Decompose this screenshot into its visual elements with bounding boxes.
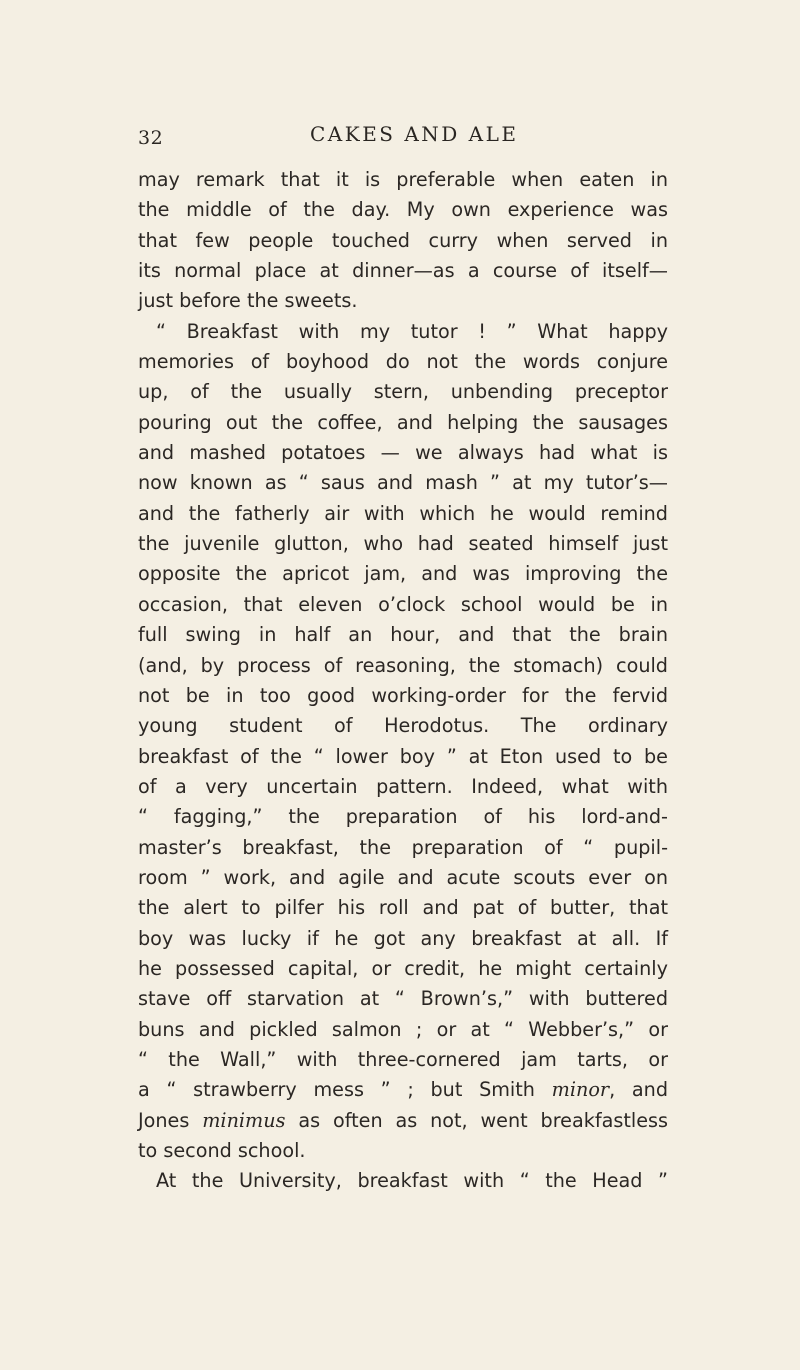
text-line: the middle of the day. My own experience was [138,198,668,222]
text-line: boy was lucky if he got any breakfast at all. If [138,926,668,950]
text-line: to second school. [138,1139,306,1162]
text-line: not be in too good working-order for the fervid [138,683,668,707]
text-line: memories of boyhood do not the words conjure [138,350,668,374]
text-line: up, of the usually stern, unbending preceptor [138,380,668,404]
text-line: (and, by process of reasoning, the stomach) could [138,653,668,677]
text-run: Jones [138,1108,203,1132]
text-line: master’s breakfast, the preparation of “ pupil- [138,835,668,859]
text-line: pouring out the coffee, and helping the sausages [138,410,668,434]
text-line: the alert to pilfer his roll and pat of butter, that [138,896,668,920]
text-line: At the University, breakfast with “ the Head ” [156,1169,668,1193]
text-line: room ” work, and agile and acute scouts ever on [138,865,668,889]
text-line: occasion, that eleven o’clock school would be in [138,592,668,616]
text-line: “ Breakfast with my tutor ! ” What happy [156,319,668,343]
text-line: now known as “ saus and mash ” at my tutor’s— [138,471,668,495]
text-line: and the fatherly air with which he would remind [138,501,668,525]
text-line: “ fagging,” the preparation of his lord-and- [138,805,668,829]
italic-text: minor [551,1078,610,1102]
text-line: may remark that it is preferable when eaten in [138,168,668,191]
text-line: young student of Herodotus. The ordinary [138,714,668,738]
text-run: a “ strawberry mess ” ; but Smith [138,1078,552,1102]
text-line: he possessed capital, or credit, he might certainly [138,956,668,980]
text-line: “ the Wall,” with three-cornered jam tarts, or [138,1047,668,1071]
text-line: its normal place at dinner—as a course of itself— [138,259,668,283]
text-line: of a very uncertain pattern. Indeed, what with [138,774,668,798]
text-line: opposite the apricot jam, and was improving the [138,562,668,586]
text-line [138,1106,668,1136]
italic-text: minimus [202,1108,286,1132]
text-line: and mashed potatoes — we always had what is [138,441,668,465]
text-line: stave off starvation at “ Brown’s,” with buttered [138,987,668,1011]
page-number: 32 [138,127,164,149]
text-run: , and [609,1078,669,1102]
text-line: full swing in half an hour, and that the brain [138,623,668,647]
text-line: that few people touched curry when served in [138,228,668,252]
text-run: as often as not, went breakfastless [285,1108,668,1132]
body-text [138,165,668,1197]
text-line: just before the sweets. [138,289,358,313]
text-line: breakfast of the “ lower boy ” at Eton used to be [138,744,668,768]
text-line [138,1075,668,1105]
running-head: CAKES AND ALE [310,122,519,146]
text-line: the juvenile glutton, who had seated himself just [138,532,668,556]
text-line: buns and pickled salmon ; or at “ Webber’s,” or [138,1017,668,1041]
